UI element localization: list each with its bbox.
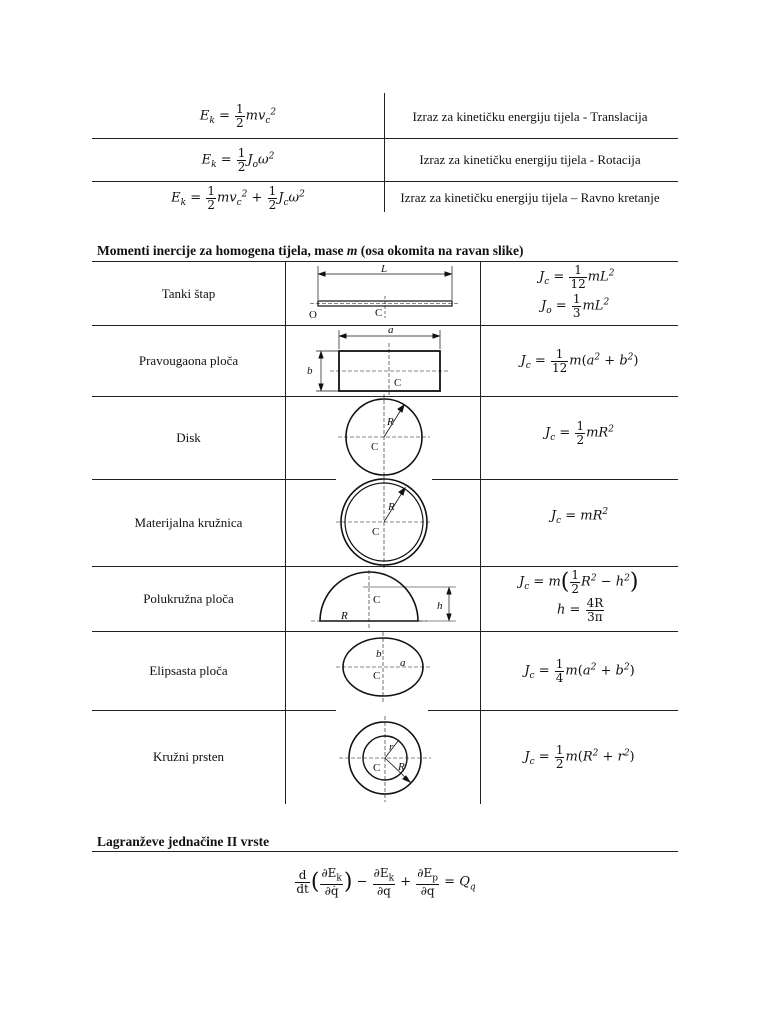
disk-label-R: R <box>387 416 394 428</box>
rod-label-C: C <box>375 307 383 319</box>
elliptical-plate-diagram <box>336 632 430 702</box>
energy-desc-translation: Izraz za kinetičku energiju tijela - Translacija <box>412 108 648 124</box>
plate-label-C: C <box>394 377 402 389</box>
ring-label-C: C <box>372 526 380 538</box>
annulus-label-r: r <box>389 741 394 753</box>
ring-label-R: R <box>388 501 395 513</box>
thin-rod-diagram <box>309 263 460 321</box>
annulus-label-R: R <box>398 761 405 773</box>
semicircular-plate-diagram <box>311 570 456 628</box>
energy-formula-plane-motion: $E_k$ = $\frac{1}{2}$ $mv_c^2$ + $\frac{1}{2}$ $J_c\omega^2$ <box>171 183 305 212</box>
body-name-thin-rod: Tanki štap <box>161 285 216 301</box>
formula-annulus: $J_c$ = $\frac{1}{2}$ $m(R^2 + r^2)$ <box>524 742 635 771</box>
body-name-disk: Disk <box>176 430 201 445</box>
semi-label-C: C <box>373 594 381 606</box>
energy-desc-plane-motion: Izraz za kinetičku energiju tijela – Ravno kretanje <box>400 190 660 205</box>
semi-label-R: R <box>341 610 348 622</box>
plate-label-b: b <box>307 365 313 377</box>
rect-plate-diagram <box>307 324 450 396</box>
energy-formula-translation: $E_k$ = $\frac{1}{2}$ $mv_c^2$ <box>199 102 277 130</box>
formula-rect-plate: $J_c$ = $\frac{1}{12}$ $m(a^2 + b^2)$ <box>520 346 639 375</box>
lagrange-heading: Lagranževe jednačine II vrste <box>97 834 270 849</box>
body-name-material-circle: Materijalna kružnica <box>134 515 243 530</box>
ellipse-label-a: a <box>400 657 406 669</box>
disk-label-C: C <box>371 441 379 453</box>
body-name-annulus: Kružni prsten <box>152 749 225 764</box>
energy-formula-rotation: $E_k$ = $\frac{1}{2}$ $J_o\omega^2$ <box>201 145 275 174</box>
disk-diagram <box>338 394 430 480</box>
inertia-heading: Momenti inercije za homogena tijela, mase m (osa okomita na ravan slike) <box>97 243 524 258</box>
formula-elliptical-plate: $J_c$ = $\frac{1}{4}$ $m(a^2 + b^2)$ <box>524 656 635 685</box>
plate-label-a: a <box>388 324 394 336</box>
energy-desc-rotation: Izraz za kinetičku energiju tijela - Rotacija <box>419 152 641 167</box>
body-name-elliptical-plate: Elipsasta ploča <box>149 663 228 678</box>
ellipse-label-b: b <box>376 648 382 660</box>
body-name-rect-plate: Pravougaona ploča <box>138 353 239 368</box>
rod-label-O: O <box>309 309 317 321</box>
formula-thin-rod: $J_c$ = $\frac{1}{12}$ $mL^2$ $J_o$ = $\frac{1}{3}$ $mL^2$ <box>539 263 615 320</box>
lagrange-equation: $\frac{d}{dt}$ ( $\frac{\partial E_k}{\partial q̇}$ ) − $\frac{\partial E_k}{\partial q}$ + $\frac{\partial E_p}{\partial q}$ = $Q_q$ <box>296 865 476 898</box>
ellipse-label-C: C <box>373 670 381 682</box>
semi-label-h: h <box>437 600 443 612</box>
annulus-label-C: C <box>373 762 381 774</box>
formula-disk: $J_c$ = $\frac{1}{2}$ $mR^2$ <box>545 418 614 447</box>
lagrange-heading-rule <box>92 851 678 852</box>
formula-semicircular-plate: $J_c = m$( $\frac{1}{2}$ $R^2 - h^2$) h = $\frac{4R}{3\pi}$ <box>519 568 639 624</box>
formula-material-circle: $J_c = mR^2$ <box>550 506 609 526</box>
annulus-diagram <box>339 716 431 802</box>
rod-label-L: L <box>381 263 388 275</box>
body-name-semicircular-plate: Polukružna ploča <box>143 591 234 606</box>
material-circle-diagram <box>336 474 432 570</box>
